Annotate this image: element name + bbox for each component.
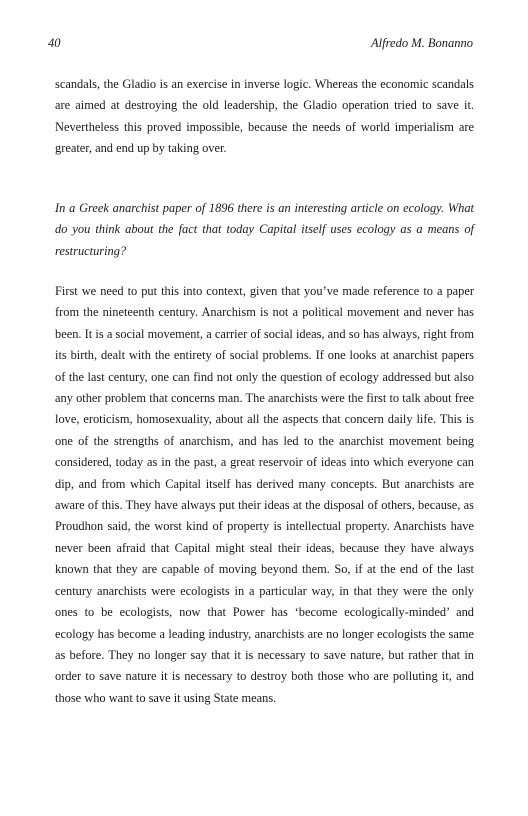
running-head (48, 36, 473, 52)
interview-answer: First we need to put this into context, given that you’ve made reference to a paper from the nineteenth century. Anarchism is not a political movement and never has been. It is a social movement, a carrier of social ideas, and so has always, right from its birth, dealt with the entirety of social problems. If one looks at anarchist papers of the last century, one can find not only the question of ecology addressed but also any other problem that concerns man. The anarchists were the first to talk about free love, eroticism, homosexuality, about all the aspects that concern daily life. This is one of the strengths of anarchism, and has led to the anarchist movement being considered, today as in the past, a great reservoir of ideas into which everyone can dip, and from which Capital itself has derived many concepts. But anarchists are aware of this. They have always put their ideas at the disposal of others, because, as Proudhon said, the worst kind of property is intellectual property. Anarchists have never been afraid that Capital might steal their ideas, because they have always known that they are capable of moving beyond them. So, if at the end of the last century anarchists were ecologists in a particular way, in that they were the only ones to be ecologists, now that Power has ‘become ecologically-minded’ and ecology has become a leading industry, anarchists are no longer ecologists the same as before. They no longer say that it is necessary to save nature, but rather that in order to save nature it is necessary to destroy both those who are polluting it, and those who want to save it using State means. (55, 284, 474, 705)
continuation-paragraph: scandals, the Gladio is an exercise in inverse logic. Whereas the economic scandals are aimed at destroying the old leadership, the Gladio operation tried to save it. Nevertheless this proved impossible, because the needs of world imperialism are greater, and end up by taking over. (55, 77, 474, 156)
interview-question: In a Greek anarchist paper of 1896 there is an interesting article on ecology. What do you think about the fact that today Capital itself uses ecology as a means of restructuring? (55, 201, 474, 258)
page-number: 40 (48, 36, 61, 50)
running-head-author: Alfredo M. Bonanno (371, 36, 473, 50)
